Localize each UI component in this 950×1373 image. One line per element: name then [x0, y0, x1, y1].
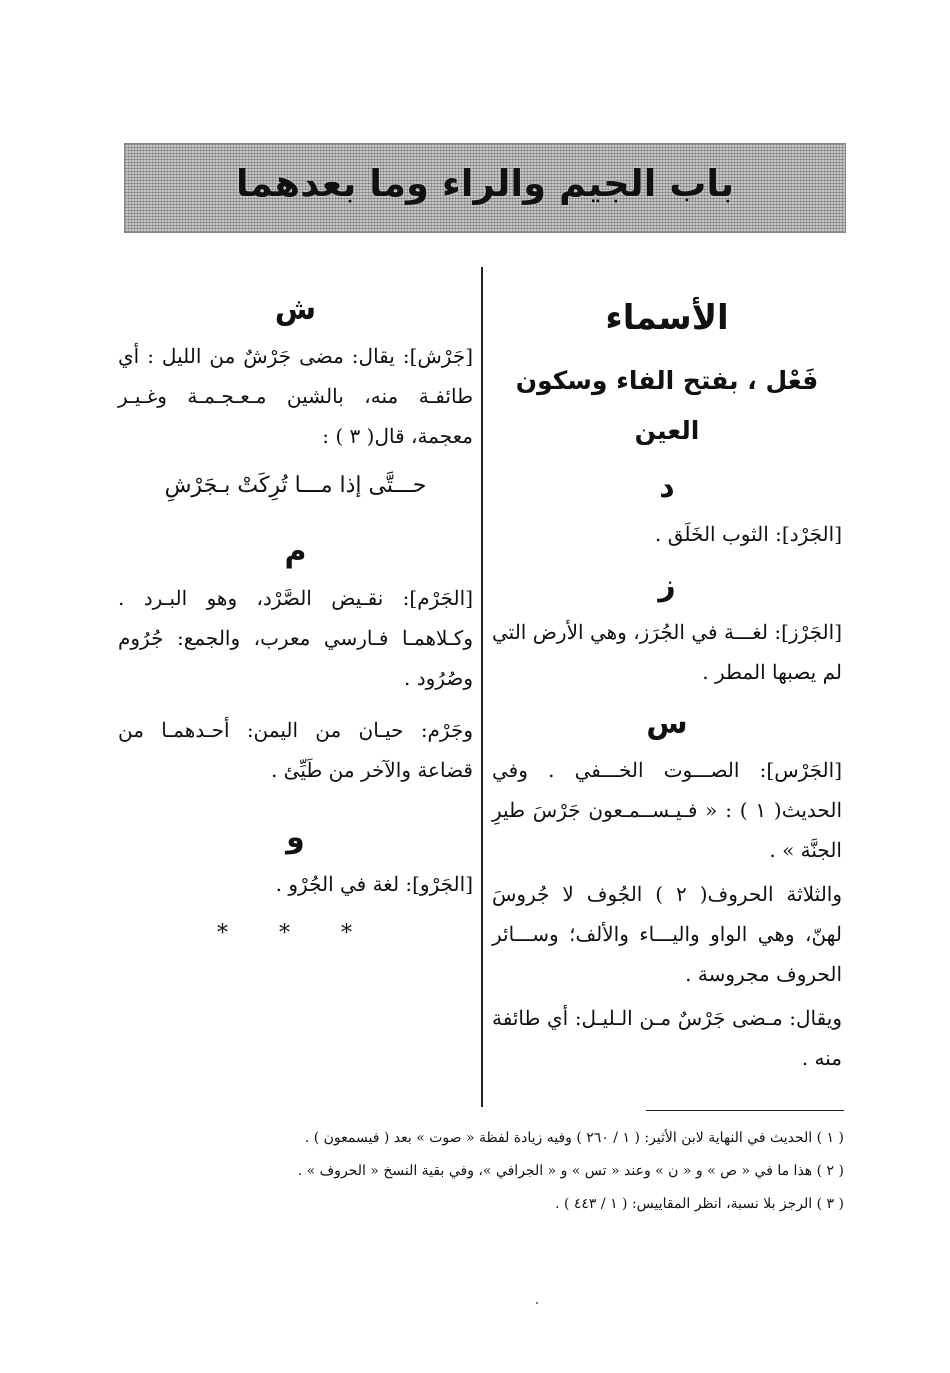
letter-heading: ز [658, 568, 676, 603]
dictionary-entry: [الجَرْد]: الثوب الخَلَق . [655, 522, 842, 546]
column-divider [481, 267, 483, 1107]
letter-heading: س [646, 706, 688, 741]
letter-heading: م [284, 534, 307, 569]
pattern-subheading: فَعْل ، بفتح الفاء وسكون العين [515, 366, 819, 445]
footnote: ( ١ ) الحديث في النهاية لابن الأثير: ( ١ / ٢٦٠ ) وفيه زيادة لفظة « صوت » بعد ( فيسمعون ) . [304, 1130, 844, 1146]
dictionary-entry: وجَرْم: حيـان من اليمن: أحـدهمـا من قضاعة والآخر من طَيِّئ . [118, 718, 473, 782]
letter-heading: د [659, 470, 675, 505]
footnote: ( ٢ ) هذا ما في « ص » و « ن » وعند « تس » و « الجرافي »، وفي بقية النسخ « الحروف » . [297, 1163, 844, 1179]
footnote: ( ٣ ) الرجز بلا نسبة، انظر المقاييس: ( ١ / ٤٤٣ ) . [555, 1196, 844, 1212]
left-column [118, 288, 473, 954]
footnote-divider [646, 1110, 844, 1111]
section-heading: الأسماء [605, 298, 729, 338]
poetry-verse: حـــتَّى إذا مـــا تُرِكَتْ بـجَرْشِ [164, 473, 427, 498]
letter-heading: ش [274, 292, 317, 327]
dictionary-entry: [الجَرْم]: نقـيض الصَّرْد، وهو البـرد . وكـلاهمـا فـارسي معرب، والجمع: جُرُوم وصُرُود . [118, 586, 473, 690]
dictionary-entry: والثلاثة الحروف( ٢ ) الجُوف لا جُروسَ لهنّ، وهي الواو واليـــاء والألف؛ وســـائر الحروف مجروسة . [492, 882, 842, 986]
right-column [492, 288, 842, 1078]
dictionary-entry: [جَرْش]: يقال: مضى جَرْشٌ من الليل : أي طائفـة منه، بالشين مـعـجـمـة وغـيـر معجمة، قال( ٣ ) : [118, 344, 473, 448]
dictionary-entry: [الجَرْز]: لغـــة في الجُرَز، وهي الأرض التي لم يصبها المطر . [492, 620, 842, 684]
dictionary-entry: [الجَرْس]: الصـــوت الخـــفي . وفي الحديث( ١ ) : « فـيـســمـعون جَرْسَ طيرِ الجنَّة » . [492, 758, 842, 862]
dictionary-entry: [الجَرْو]: لغة في الجُرْو . [275, 872, 473, 896]
chapter-banner [124, 143, 846, 233]
dictionary-entry: ويقال: مـضى جَرْسٌ مـن الـليـل: أي طائفة منه . [492, 1006, 842, 1070]
letter-heading: و [286, 820, 305, 855]
section-end-mark: * * * [217, 921, 374, 946]
footnotes [240, 1122, 844, 1221]
page-speck [536, 1302, 538, 1304]
chapter-title: باب الجيم والراء وما بعدهما [235, 162, 735, 205]
